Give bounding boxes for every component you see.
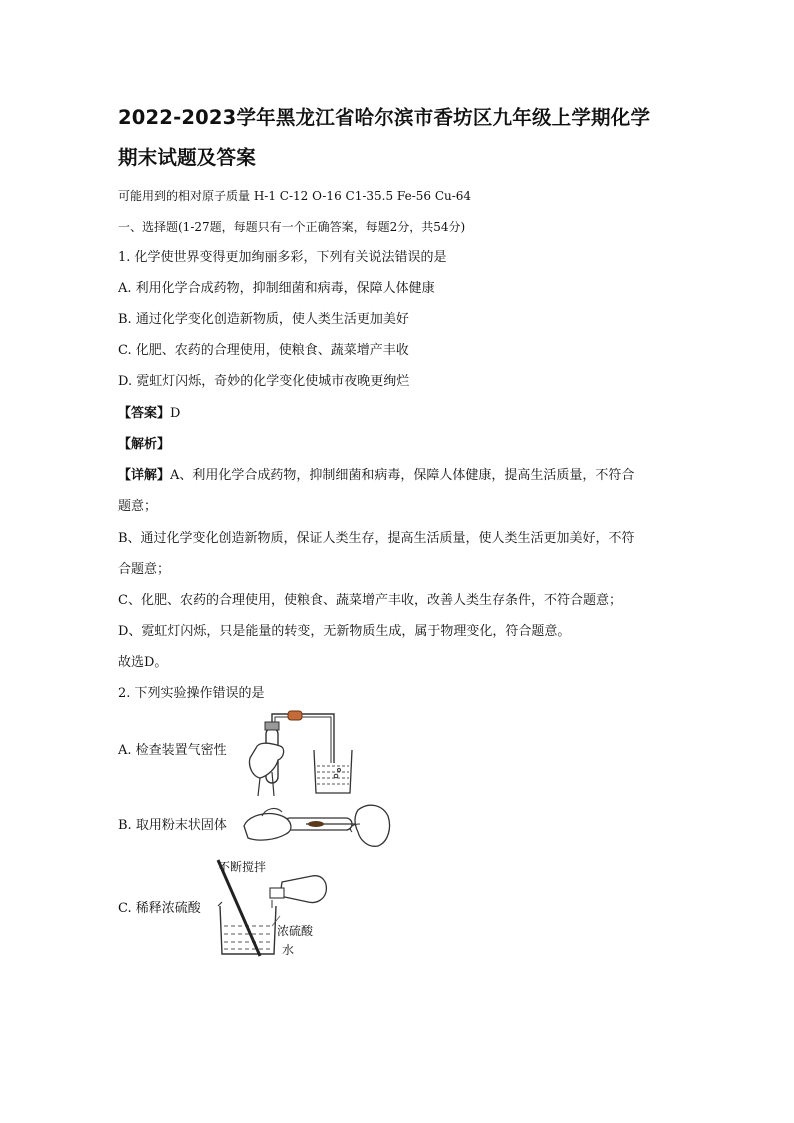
figure-airtightness-check <box>238 708 368 798</box>
fig-c-label-water: 水 <box>282 943 295 957</box>
detail-tag: 【详解】 <box>118 468 171 483</box>
figure-powder-sampling <box>242 796 392 856</box>
q2-option-b: B. 取用粉末状固体 <box>118 818 227 833</box>
atomic-masses-note: 可能用到的相对原子质量 H-1 C-12 O-16 C1-35.5 Fe-56 Cu-64 <box>118 189 472 203</box>
q1-detail-a-cont: 题意； <box>118 499 158 514</box>
q1-option-d: D. 霓虹灯闪烁，奇妙的化学变化使城市夜晚更绚烂 <box>118 374 410 389</box>
q1-stem: 1. 化学使世界变得更加绚丽多彩，下列有关说法错误的是 <box>118 250 447 265</box>
q1-analysis-tag <box>118 436 170 454</box>
q1-detail-b: B、通过化学变化创造新物质，保证人类生存，提高生活质量，使人类生活更加美好，不符 <box>118 531 635 546</box>
q2-option-a: A. 检查装置气密性 <box>118 743 227 758</box>
analysis-tag: 【解析】 <box>118 437 171 452</box>
answer-tag: 【答案】 <box>118 406 171 421</box>
fig-c-label-stir: 不断搅拌 <box>218 860 267 874</box>
q1-conclusion: 故选D。 <box>118 655 168 670</box>
answer-value: D <box>170 406 181 421</box>
q1-detail-a <box>118 467 634 485</box>
q1-option-c: C. 化肥、农药的合理使用，使粮食、蔬菜增产丰收 <box>118 343 409 358</box>
document-title-line1: 2022-2023学年黑龙江省哈尔滨市香坊区九年级上学期化学 <box>118 106 651 129</box>
q1-detail-b-cont: 合题意； <box>118 562 171 577</box>
fig-c-label-acid: 浓硫酸 <box>277 924 314 938</box>
q1-option-b: B. 通过化学变化创造新物质，使人类生活更加美好 <box>118 312 409 327</box>
q1-detail-d: D、霓虹灯闪烁，只是能量的转变，无新物质生成，属于物理变化，符合题意。 <box>118 624 571 639</box>
document-title-line2: 期末试题及答案 <box>118 146 256 169</box>
section-header: 一、选择题(1-27题，每题只有一个正确答案，每题2分，共54分) <box>118 220 466 234</box>
q2-stem: 2. 下列实验操作错误的是 <box>118 686 265 701</box>
q1-detail-c: C、化肥、农药的合理使用，使粮食、蔬菜增产丰收，改善人类生存条件，不符合题意； <box>118 593 622 608</box>
q1-option-a: A. 利用化学合成药物，抑制细菌和病毒，保障人体健康 <box>118 281 435 296</box>
q1-answer <box>118 405 180 423</box>
detail-a-text: A、利用化学合成药物，抑制细菌和病毒，保障人体健康，提高生活质量，不符合 <box>170 468 635 483</box>
q2-option-c: C. 稀释浓硫酸 <box>118 901 201 916</box>
